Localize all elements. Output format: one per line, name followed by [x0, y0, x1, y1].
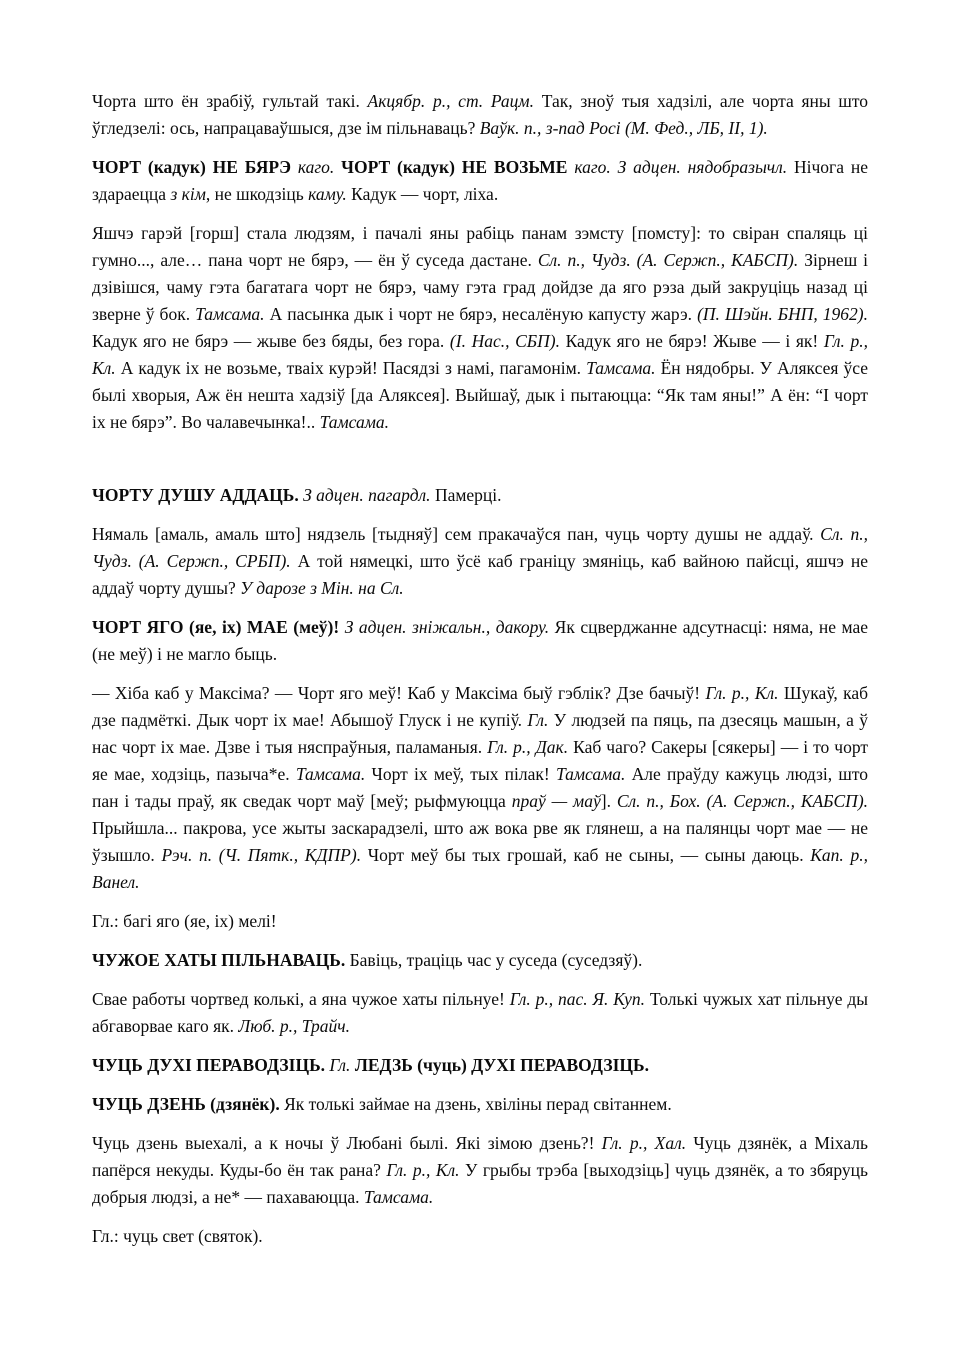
text-run: Ён нядобры. У Аляксея ўсе былі хворыя, Аж ён нешта хадзіў [да Аляксея]. Выйшаў, дык і пытаюцца: “Як там яны!” А ён: “І чорт іх не бярэ”. Во чалавечынка!..	[92, 358, 868, 432]
text-run: Гл. р., Кл.	[92, 331, 869, 378]
text-run: У грыбы трэба [выходзіць] чуць дзянёк, а то збяруць добрыя людзі, а не* — пахаваюцца.	[92, 1160, 868, 1207]
text-run: ЧОРТ (кадук) НЕ ВОЗЬМЕ	[341, 157, 575, 177]
text-run: Яшчэ гарэй [горш] стала людзям, і пачалі яны рабіць панам зэмсту [помсту]: то свіран спаляць ці гумно..., але… пана чорт не бярэ, — ён ў суседа дастане.	[92, 223, 868, 270]
text-run: Каб чаго? Сакеры [сякеры] — і то чорт яе мае, ходзіць, пазыча*е.	[92, 737, 868, 784]
text-run: Нямаль [амаль, амаль што] нядзель [тыдняў] сем пракачаўся пан, чуць чорту душы не аддаў.	[92, 524, 821, 544]
text-run: (І. Нас., СБП).	[449, 331, 566, 351]
text-run: каму.	[308, 184, 352, 204]
text-run: З адцен. пагардл.	[303, 485, 435, 505]
text-run: Сл. п., Чудз. (А. Сержп., СРБП).	[92, 524, 868, 571]
text-run: Чорт іх меў, тых пілак!	[371, 764, 556, 784]
text-run: Прыйшла... пакрова, усе жыты заскарадзелі, што аж вока рве як глянеш, а на палянцы чорт мае — не ўзышло.	[92, 818, 868, 865]
text-run: ЧОРТ ЯГО (яе, іх) МАЕ (меў)!	[92, 617, 345, 637]
text-run: Але праўду кажуць людзі, што пан і тады праў, як сведак чорт маў [меў; рыфмуюцца	[92, 764, 868, 811]
text-run: ].	[600, 791, 617, 811]
text-run: Сл. п., Чудз. (А. Сержп., КАБСП).	[537, 250, 805, 270]
text-run: каго.	[297, 157, 342, 177]
entry-headword	[92, 1091, 868, 1118]
text-run: Гл.	[329, 1055, 355, 1075]
text-run: Кадук — чорт, ліха.	[351, 184, 499, 204]
text-run: Зірнеш і дзівішся, чаму гэта багатага чорт не бярэ, чаму гэта град дойдзе да яго рэза дый закруціць назад ці зверне ў бок.	[92, 250, 868, 324]
text-run: З адцен. зніжальн., дакору.	[344, 617, 555, 637]
text-run: Памерці.	[434, 485, 502, 505]
text-run: ЧУЖОЕ ХАТЫ ПІЛЬНАВАЦЬ.	[92, 950, 350, 970]
text-run: Чорт меў бы тых грошай, каб не сыны, — сыны даюць.	[367, 845, 811, 865]
entry-citations	[92, 521, 868, 602]
text-run: Ваўк. п., з-пад Росі (М. Фед., ЛБ, ІІ, 1).	[479, 118, 768, 138]
text-run: У дарозе з Мін. на Сл.	[240, 578, 404, 598]
text-run: Тамсама.	[195, 304, 270, 324]
text-run: Як сцверджанне адсутнасці: няма, не мае (не меў) і не магло быць.	[92, 617, 868, 664]
text-run: (П. Шэйн. БНП, 1962).	[697, 304, 868, 324]
text-run: Шукаў, каб дзе падмёткі. Дык чорт іх мае! Абышоў Глуск і не купіў.	[92, 683, 869, 730]
text-run: Гл. р., Кл.	[386, 1160, 465, 1180]
text-run: Гл.	[527, 710, 554, 730]
entry-headword	[92, 614, 868, 668]
text-run: ЧОРТУ ДУШУ АДДАЦЬ.	[92, 485, 304, 505]
entry-citations	[92, 220, 868, 436]
text-run: Гл. р., Кл.	[705, 683, 784, 703]
text-run: каго. З адцен. нядобразычл.	[574, 157, 794, 177]
entry-headword	[92, 1052, 868, 1079]
text-run: Сл. п., Бох. (А. Сержп., КАБСП).	[616, 791, 869, 811]
text-run: Кадук яго не бярэ! Жыве — і як!	[565, 331, 824, 351]
entry-headword	[92, 482, 868, 509]
entry-headword	[92, 154, 868, 208]
text-run: Свае работы чортвед колькі, а яна чужое хаты пільнуе!	[92, 989, 510, 1009]
text-run: Тамсама.	[586, 358, 661, 378]
text-run: ЧУЦЬ ДЗЕНЬ (дзянёк).	[92, 1094, 285, 1114]
entry-citations	[92, 680, 868, 896]
text-run: Тамсама.	[555, 764, 632, 784]
text-run: Так, зноў тыя хадзілі, але чорта яны што ўгледзелі: ось, напрацаваўшыся, дзе ім пільнаваць?	[92, 91, 869, 138]
text-run: Як толькі займае на дзень, хвіліны перад світаннем.	[284, 1094, 672, 1114]
text-run: Акцябр. р., ст. Рацм.	[367, 91, 542, 111]
text-run: ЛЕДЗЬ (чуць) ДУХІ ПЕРАВОДЗІЦЬ.	[354, 1055, 649, 1075]
text-run: праў — маў	[511, 791, 601, 811]
entry-headword	[92, 947, 868, 974]
text-run: Чорта што ён зрабіў, гультай такі.	[92, 91, 368, 111]
text-run: Тамсама.	[363, 1187, 434, 1207]
text-run: ЧОРТ (кадук) НЕ БЯРЭ	[92, 157, 298, 177]
entry-cross-reference	[92, 908, 868, 935]
text-run: Тамсама.	[295, 764, 372, 784]
text-run: Гл. р., Дак.	[487, 737, 574, 757]
text-run: Тамсама.	[319, 412, 390, 432]
entry-citations	[92, 1130, 868, 1211]
text-run: Люб. р., Трайч.	[238, 1016, 351, 1036]
entry-cross-reference	[92, 1223, 868, 1250]
text-run: Кадук яго не бярэ — жыве без бяды, без гора.	[92, 331, 450, 351]
text-run: з кім	[170, 184, 206, 204]
text-run: У людзей па пяць, па дзесяць машын, а ў нас чорт іх мае. Дзве і тыя няспраўныя, паламаныя.	[92, 710, 869, 757]
entry-citation-continuation	[92, 88, 868, 142]
text-run: ЧУЦЬ ДУХІ ПЕРАВОДЗІЦЬ.	[92, 1055, 330, 1075]
entry-citations	[92, 986, 868, 1040]
text-run: Гл.: чуць свет (святок).	[92, 1226, 263, 1246]
text-run: Гл. р., Хал.	[601, 1133, 694, 1153]
text-run: Толькі чужых хат пільнуе ды абгаворвае каго як.	[92, 989, 868, 1036]
text-run: Нічога не здараецца	[92, 157, 868, 204]
text-run: Чуць дзень выехалі, а к ночы ў Любані былі. Які зімою дзень?!	[92, 1133, 602, 1153]
text-run: А кадук іх не возьме, тваіх курэй! Пасядзі з намі, пагамонім.	[120, 358, 587, 378]
text-column	[92, 88, 868, 1250]
text-run: Рэч. п. (Ч. Пятк., КДПР).	[161, 845, 368, 865]
text-run: — Хіба каб у Максіма? — Чорт яго меў! Каб у Максіма быў гэблік? Дзе бачыў!	[92, 683, 706, 703]
text-run: А той нямецкі, што ўсё каб граніцу змяніць, каб вайною пайсці, яшчэ не аддаў чорту душы?	[92, 551, 868, 598]
text-run: , не шкодзіць	[205, 184, 309, 204]
text-run: Чуць дзянёк, а Міхаль папёрся некуды. Куды-бо ён так рана?	[92, 1133, 868, 1180]
text-run: Гл. р., пас. Я. Куп.	[509, 989, 650, 1009]
text-run: Бавіць, траціць час у суседа (суседзяў).	[349, 950, 643, 970]
text-run: Гл.: багі яго (яе, іх) мелі!	[92, 911, 277, 931]
text-run: А пасынка дык і чорт не бярэ, несалёную капусту жарэ.	[269, 304, 698, 324]
text-run: Кап. р., Ванел.	[92, 845, 868, 892]
